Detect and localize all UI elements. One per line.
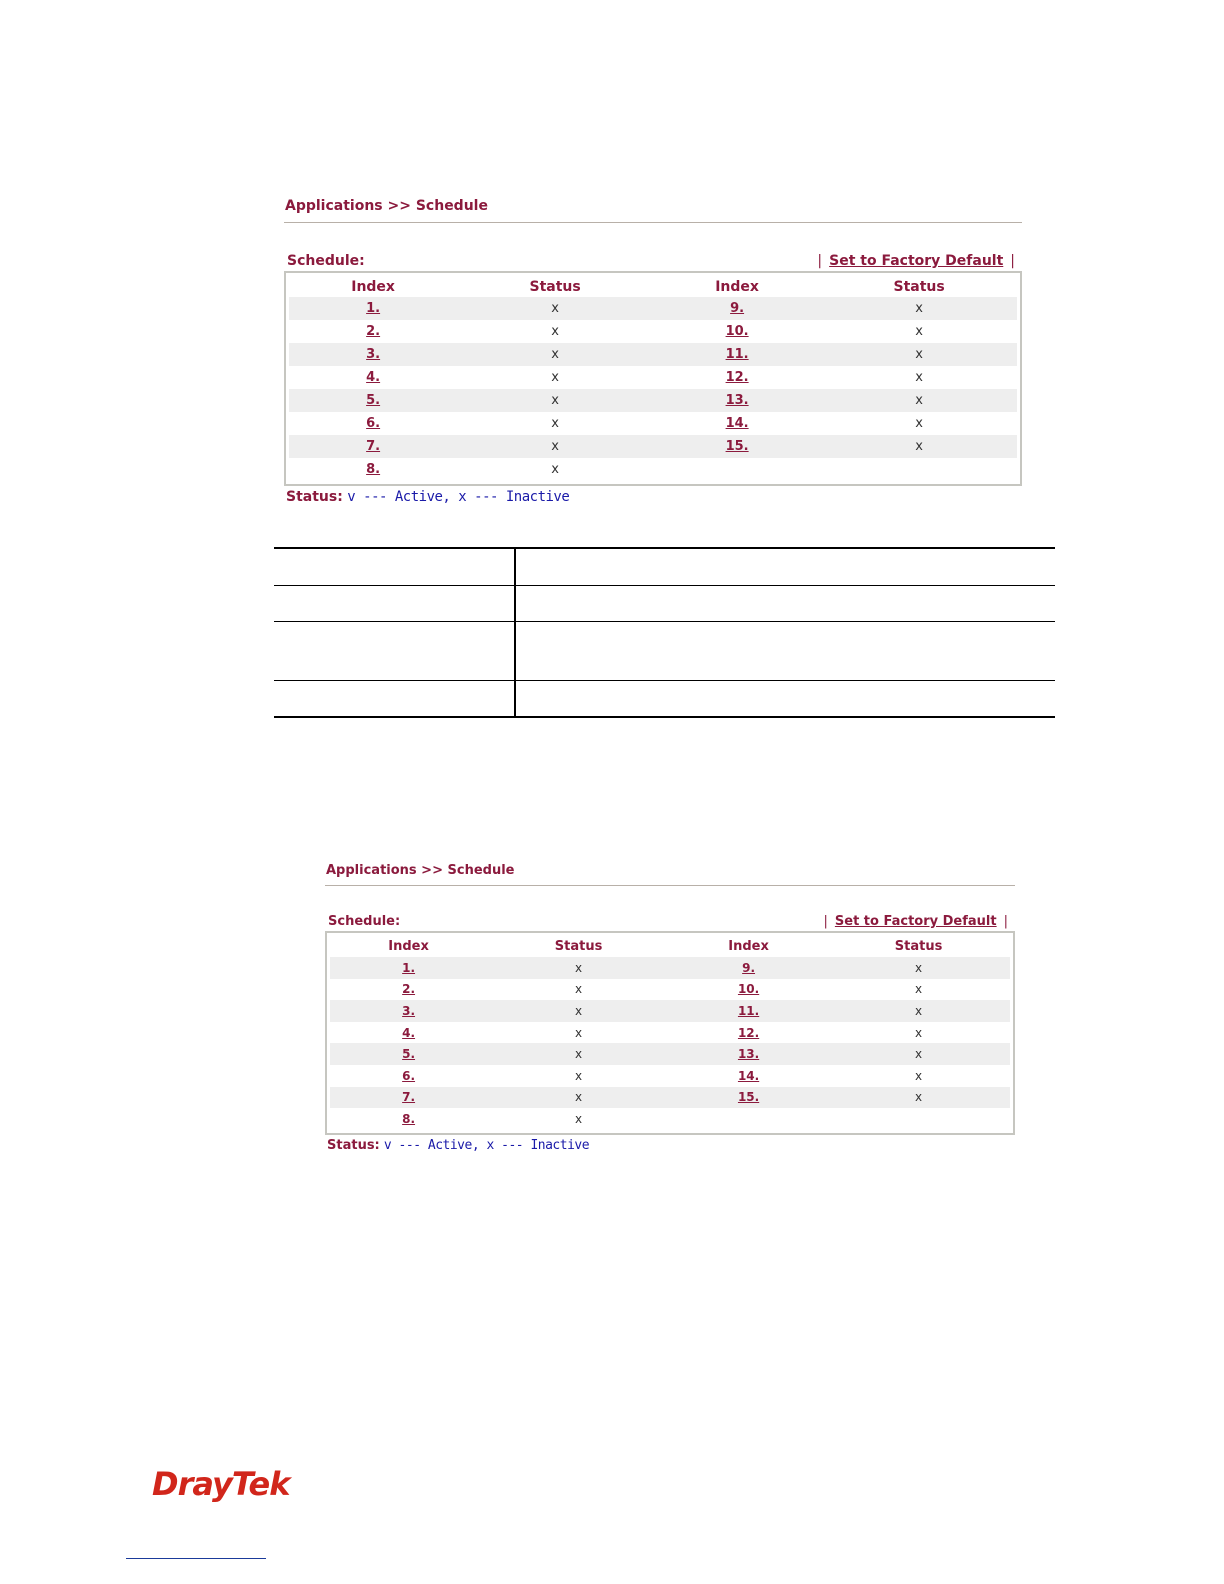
schedule-status: x bbox=[915, 347, 923, 362]
schedule-status: x bbox=[551, 347, 559, 362]
table-header bbox=[289, 276, 1017, 297]
schedule-index-link[interactable]: 8. bbox=[402, 1111, 416, 1126]
schedule-status: x bbox=[575, 1025, 583, 1040]
footer-line bbox=[126, 1558, 266, 1559]
separator: | bbox=[823, 914, 828, 929]
schedule-index-link[interactable]: 5. bbox=[366, 393, 381, 408]
schedule-status: x bbox=[575, 1003, 583, 1018]
schedule-index-link[interactable]: 4. bbox=[366, 370, 381, 385]
table-row bbox=[289, 458, 1017, 481]
table-row bbox=[289, 320, 1017, 343]
schedule-index-link[interactable]: 8. bbox=[366, 462, 381, 477]
description-row bbox=[274, 548, 1055, 585]
table-row bbox=[330, 1022, 1010, 1044]
header-status: Status bbox=[894, 939, 943, 954]
factory-default-group bbox=[810, 253, 1022, 269]
schedule-status: x bbox=[915, 370, 923, 385]
description-row bbox=[274, 680, 1055, 717]
table-row bbox=[289, 412, 1017, 435]
header-status: Status bbox=[893, 278, 945, 295]
schedule-index-link[interactable]: 1. bbox=[402, 960, 416, 975]
divider bbox=[284, 222, 1022, 223]
schedule-status: x bbox=[575, 1090, 583, 1105]
table-row bbox=[289, 343, 1017, 366]
schedule-index-link[interactable]: 13. bbox=[737, 1047, 760, 1062]
legend-label: Status: bbox=[286, 489, 343, 505]
factory-default-link[interactable]: Set to Factory Default bbox=[834, 914, 997, 929]
table-row bbox=[289, 366, 1017, 389]
breadcrumb: Applications >> Schedule bbox=[326, 863, 515, 878]
separator: | bbox=[817, 253, 823, 269]
separator: | bbox=[1003, 914, 1008, 929]
schedule-toolbar bbox=[325, 912, 1015, 929]
legend-text: v --- Active, x --- Inactive bbox=[383, 1137, 590, 1153]
schedule-status: x bbox=[915, 1047, 923, 1062]
schedule-index-link[interactable]: 1. bbox=[366, 301, 381, 316]
schedule-status: x bbox=[551, 416, 559, 431]
schedule-index-link[interactable]: 7. bbox=[366, 439, 381, 454]
header-index: Index bbox=[715, 278, 759, 295]
schedule-status: x bbox=[915, 301, 923, 316]
schedule-index-link[interactable]: 2. bbox=[402, 982, 416, 997]
table-row bbox=[289, 389, 1017, 412]
table-row bbox=[330, 979, 1010, 1001]
table-row bbox=[330, 1108, 1010, 1130]
schedule-index-link[interactable]: 2. bbox=[366, 324, 381, 339]
header-status: Status bbox=[554, 939, 603, 954]
schedule-status: x bbox=[915, 1068, 923, 1083]
legend-text: v --- Active, x --- Inactive bbox=[347, 489, 570, 505]
schedule-status: x bbox=[575, 1047, 583, 1062]
table-row bbox=[330, 1043, 1010, 1065]
schedule-status: x bbox=[551, 393, 559, 408]
header-index: Index bbox=[351, 278, 395, 295]
table-row bbox=[289, 435, 1017, 458]
schedule-status: x bbox=[551, 301, 559, 316]
table-row bbox=[330, 1065, 1010, 1087]
description-row bbox=[274, 585, 1055, 621]
table-header bbox=[330, 936, 1010, 957]
schedule-status: x bbox=[915, 982, 923, 997]
schedule-index-link[interactable]: 10. bbox=[737, 982, 760, 997]
schedule-index-link[interactable]: 12. bbox=[725, 370, 749, 385]
status-legend bbox=[325, 1138, 1015, 1153]
schedule-status: x bbox=[575, 1068, 583, 1083]
schedule-index-link[interactable]: 5. bbox=[402, 1047, 416, 1062]
separator: | bbox=[1010, 253, 1015, 269]
schedule-status: x bbox=[551, 439, 559, 454]
schedule-panel-bottom bbox=[325, 861, 1015, 1153]
schedule-index-link[interactable]: 12. bbox=[737, 1025, 760, 1040]
legend-label: Status: bbox=[327, 1137, 380, 1153]
schedule-index-link[interactable]: 4. bbox=[402, 1025, 416, 1040]
schedule-index-link[interactable]: 10. bbox=[725, 324, 749, 339]
header-status: Status bbox=[529, 278, 581, 295]
schedule-status: x bbox=[915, 393, 923, 408]
schedule-status: x bbox=[575, 1111, 583, 1126]
schedule-status: x bbox=[915, 1003, 923, 1018]
schedule-index-link[interactable]: 13. bbox=[725, 393, 749, 408]
schedule-index-link[interactable]: 3. bbox=[402, 1003, 416, 1018]
description-row bbox=[274, 621, 1055, 680]
schedule-status: x bbox=[915, 1025, 923, 1040]
status-legend bbox=[284, 489, 1022, 505]
table-row bbox=[330, 1000, 1010, 1022]
schedule-status: x bbox=[551, 370, 559, 385]
factory-default-group bbox=[817, 914, 1016, 929]
schedule-status: x bbox=[915, 324, 923, 339]
schedule-index-link[interactable]: 9. bbox=[742, 960, 756, 975]
schedule-index-link[interactable]: 15. bbox=[725, 439, 749, 454]
table-row bbox=[330, 957, 1010, 979]
header-index: Index bbox=[388, 939, 429, 954]
schedule-status: x bbox=[551, 462, 559, 477]
schedule-status: x bbox=[915, 1090, 923, 1105]
schedule-table bbox=[325, 931, 1015, 1135]
schedule-index-link[interactable]: 9. bbox=[730, 301, 745, 316]
schedule-status: x bbox=[915, 416, 923, 431]
table-row bbox=[330, 1087, 1010, 1109]
schedule-label: Schedule: bbox=[287, 253, 365, 269]
breadcrumb: Applications >> Schedule bbox=[285, 198, 488, 214]
schedule-status: x bbox=[551, 324, 559, 339]
factory-default-link[interactable]: Set to Factory Default bbox=[829, 253, 1004, 269]
table-row bbox=[289, 297, 1017, 320]
schedule-index-link[interactable]: 6. bbox=[402, 1068, 416, 1083]
schedule-index-link[interactable]: 3. bbox=[366, 347, 381, 362]
description-table bbox=[274, 547, 1055, 718]
schedule-index-link[interactable]: 11. bbox=[725, 347, 749, 362]
schedule-status: x bbox=[575, 982, 583, 997]
schedule-status: x bbox=[575, 960, 583, 975]
schedule-status: x bbox=[915, 439, 923, 454]
draytek-logo: DrayTek bbox=[152, 1465, 290, 1503]
schedule-index-link[interactable]: 14. bbox=[737, 1068, 760, 1083]
schedule-index-link[interactable]: 6. bbox=[366, 416, 381, 431]
schedule-index-link[interactable]: 15. bbox=[737, 1090, 760, 1105]
schedule-panel-top bbox=[284, 196, 1022, 505]
schedule-toolbar bbox=[284, 251, 1022, 269]
schedule-index-link[interactable]: 11. bbox=[737, 1003, 760, 1018]
schedule-index-link[interactable]: 14. bbox=[725, 416, 749, 431]
divider bbox=[325, 885, 1015, 886]
schedule-table bbox=[284, 271, 1022, 486]
schedule-index-link[interactable]: 7. bbox=[402, 1090, 416, 1105]
schedule-status: x bbox=[915, 960, 923, 975]
header-index: Index bbox=[728, 939, 769, 954]
schedule-label: Schedule: bbox=[328, 914, 401, 929]
